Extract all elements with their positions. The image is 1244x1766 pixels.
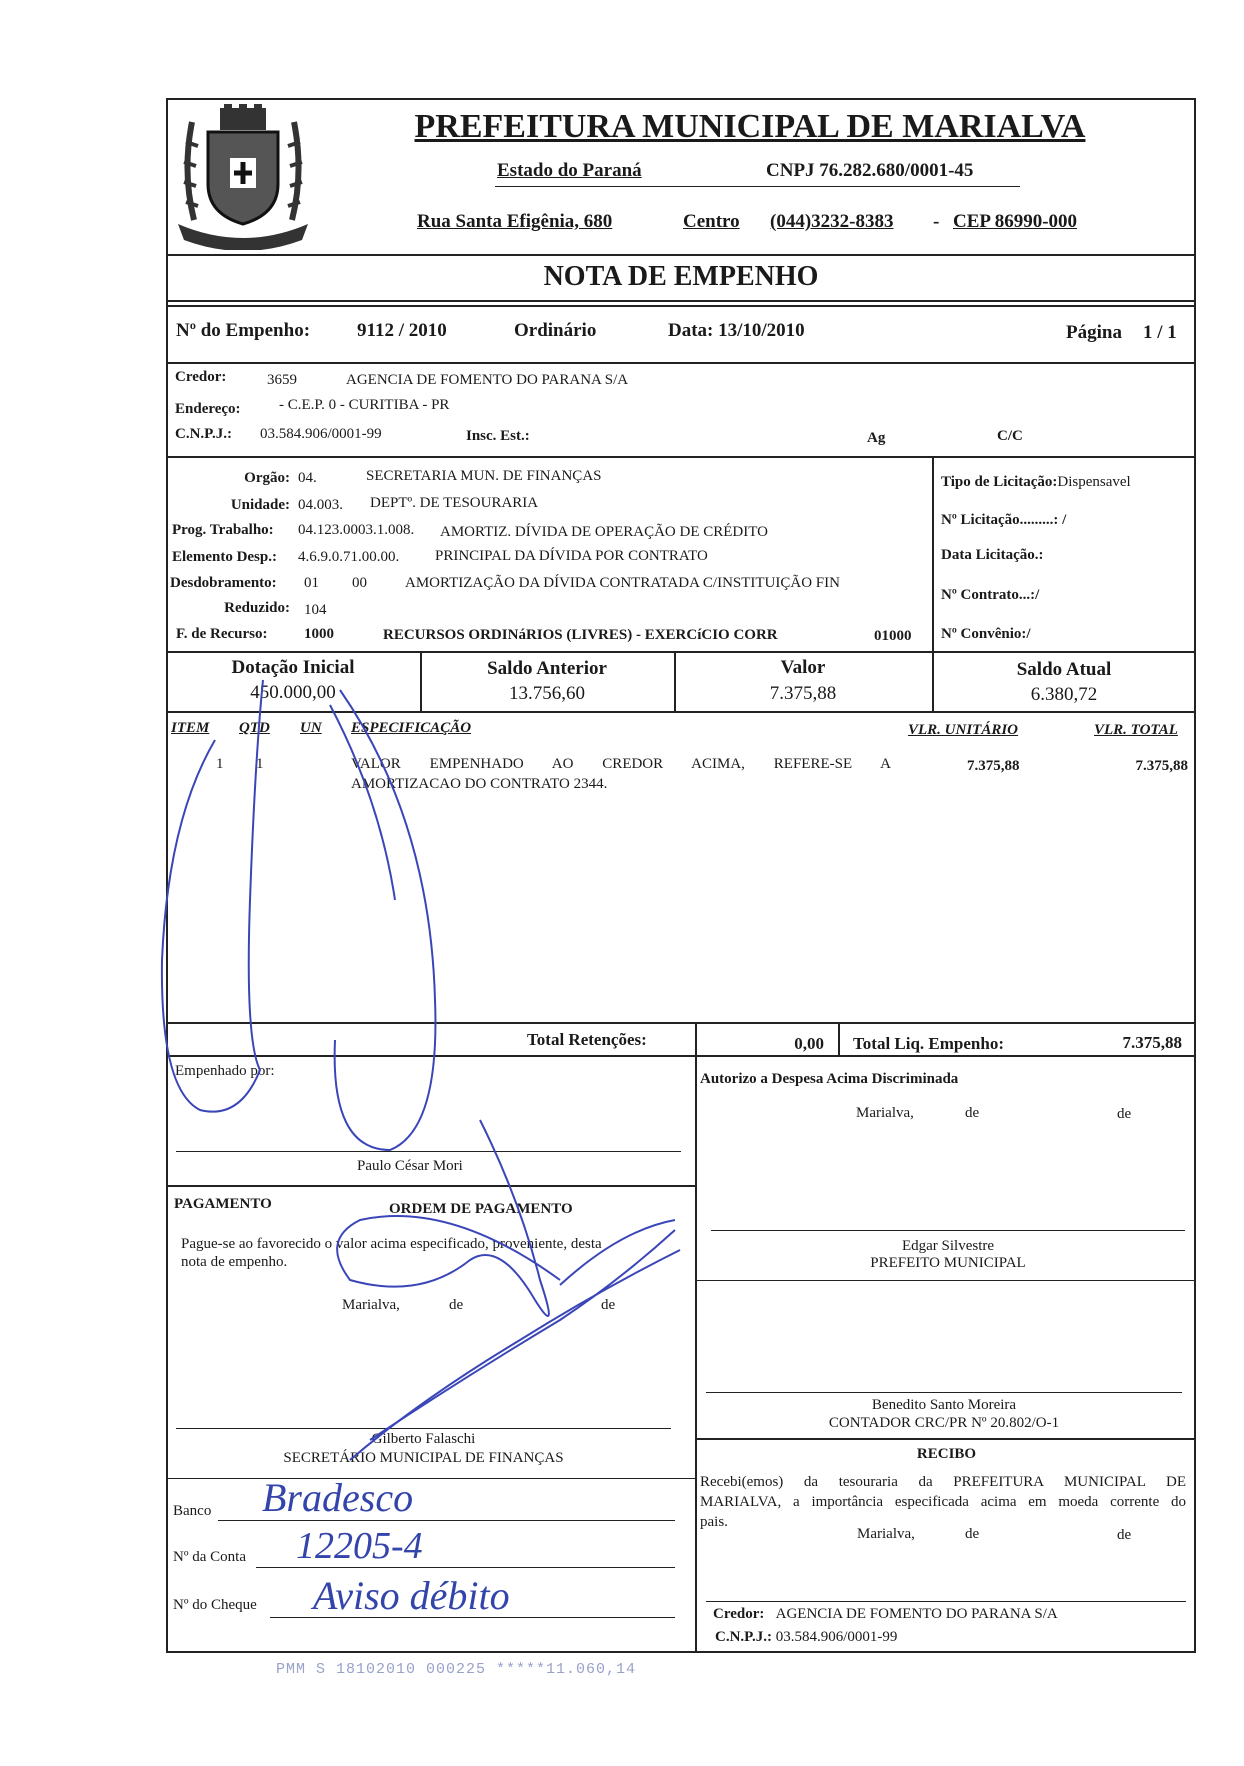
contador-cargo: CONTADOR CRC/PR Nº 20.802/O-1 xyxy=(828,1415,1060,1431)
row-item: 1 xyxy=(216,756,224,772)
prog: AMORTIZ. DÍVIDA DE OPERAÇÃO DE CRÉDITO xyxy=(440,524,768,540)
orgao: SECRETARIA MUN. DE FINANÇAS xyxy=(366,468,602,484)
secretario-nome: Gilberto Falaschi xyxy=(371,1431,476,1447)
fonte-num: 01000 xyxy=(874,628,912,644)
header-cep: CEP 86990-000 xyxy=(953,211,1078,232)
elem-cod: 4.6.9.0.71.00.00. xyxy=(298,549,400,565)
desd-cod2: 00 xyxy=(352,575,367,591)
licitacao-convenio-label: Nº Convênio:/ xyxy=(941,626,1031,642)
banco-label: Banco xyxy=(173,1503,212,1519)
credor-endereco: - C.E.P. 0 - CURITIBA - PR xyxy=(279,397,450,413)
prog-label: Prog. Trabalho: xyxy=(172,522,274,538)
header-endereco: Rua Santa Efigênia, 680 xyxy=(417,211,613,232)
recibo-label: RECIBO xyxy=(916,1446,977,1462)
conta-handwritten: 12205-4 xyxy=(296,1525,423,1567)
pagamento-cidade: Marialva, xyxy=(342,1297,400,1313)
liq-label: Total Liq. Empenho: xyxy=(853,1034,1004,1053)
pagamento-de-2: de xyxy=(601,1297,616,1313)
rule xyxy=(166,254,1196,256)
empenho-label: Nº do Empenho: xyxy=(176,320,311,341)
recibo-credor-label: Credor: xyxy=(713,1606,765,1622)
rule xyxy=(166,456,1196,458)
row-espec-2: AMORTIZACAO DO CONTRATO 2344. xyxy=(351,776,608,792)
rule xyxy=(176,1428,671,1429)
retencoes-value: 0,00 xyxy=(794,1034,824,1053)
autorizo-de-2: de xyxy=(1117,1106,1132,1122)
rule xyxy=(706,1392,1182,1393)
licitacao-num-label: Nº Licitação.........: / xyxy=(941,512,1067,528)
endereco-label: Endereço: xyxy=(175,401,241,417)
unidade: DEPTº. DE TESOURARIA xyxy=(370,495,539,511)
rule xyxy=(695,1280,1196,1281)
row-espec-1: VALOR EMPENHADO AO CREDOR ACIMA, REFERE-SE A xyxy=(351,756,891,772)
dotacao-label: Dotação Inicial xyxy=(231,657,355,678)
unidade-cod: 04.003. xyxy=(298,497,343,513)
red: 104 xyxy=(304,602,327,618)
header-cnpj: CNPJ 76.282.680/0001-45 xyxy=(766,160,974,181)
rule xyxy=(706,1601,1186,1602)
prog-cod: 04.123.0003.1.008. xyxy=(298,522,415,538)
cheque-label: Nº do Cheque xyxy=(173,1597,257,1613)
pagamento-de-1: de xyxy=(449,1297,464,1313)
recibo-credor xyxy=(713,1606,1058,1623)
doc-title: NOTA DE EMPENHO xyxy=(543,261,819,292)
desd: AMORTIZAÇÃO DA DÍVIDA CONTRATADA C/INSTITUIÇÃO FIN xyxy=(405,575,840,591)
rule xyxy=(838,1022,840,1055)
licitacao-data-label: Data Licitação.: xyxy=(941,547,1044,563)
pagamento-texto-2: nota de empenho. xyxy=(181,1254,288,1270)
conta-label: Nº da Conta xyxy=(173,1549,246,1565)
recibo-credor-nome: AGENCIA DE FOMENTO DO PARANA S/A xyxy=(775,1606,1058,1622)
orgao-cod: 04. xyxy=(298,470,317,486)
liq-value: 7.375,88 xyxy=(1122,1033,1182,1052)
fonte-label: F. de Recurso: xyxy=(176,626,268,642)
empenho-data: Data: 13/10/2010 xyxy=(668,320,805,341)
col-vtotal: VLR. TOTAL xyxy=(1094,722,1178,738)
saldo-atual-value: 6.380,72 xyxy=(1030,684,1098,705)
rule xyxy=(166,1478,695,1479)
desd-cod1: 01 xyxy=(304,575,319,591)
footer-stamp: PMM S 18102010 000225 *****11.060,14 xyxy=(276,1661,637,1678)
recibo-cnpj xyxy=(715,1629,897,1646)
rule xyxy=(166,305,1196,307)
rule xyxy=(932,456,934,651)
recibo-texto-2: MARIALVA, a importância especificada acima em moeda corrente do xyxy=(700,1494,1186,1510)
empenho-numero: 9112 / 2010 xyxy=(357,320,447,341)
recibo-texto-3: pais. xyxy=(700,1514,728,1530)
autorizo-label: Autorizo a Despesa Acima Discriminada xyxy=(700,1071,959,1087)
rule xyxy=(176,1151,681,1152)
unidade-label: Unidade: xyxy=(230,497,290,513)
desd-label: Desdobramento: xyxy=(170,575,277,591)
pagina-value: 1 / 1 xyxy=(1143,322,1177,343)
pagamento-label: PAGAMENTO xyxy=(174,1196,272,1212)
empenhado-nome: Paulo César Mori xyxy=(357,1158,463,1174)
cc-label: C/C xyxy=(997,428,1023,444)
rule xyxy=(166,1022,1196,1024)
pagamento-texto-1: Pague-se ao favorecido o valor acima especificado, proveniente, desta xyxy=(181,1236,602,1252)
row-vunit: 7.375,88 xyxy=(967,758,1020,774)
prefeito-cargo: PREFEITO MUNICIPAL xyxy=(870,1255,1026,1271)
dotacao-value: 450.000,00 xyxy=(250,682,336,703)
header-centro: Centro xyxy=(683,211,740,232)
valor-label: Valor xyxy=(780,657,826,678)
recibo-de-2: de xyxy=(1117,1527,1132,1543)
fonte: RECURSOS ORDINáRIOS (LIVRES) - EXERCíCIO CORR xyxy=(383,627,778,643)
recibo-cidade: Marialva, xyxy=(857,1526,915,1542)
rule xyxy=(695,1055,697,1653)
recibo-de-1: de xyxy=(965,1526,980,1542)
ordem-pagamento: ORDEM DE PAGAMENTO xyxy=(389,1201,573,1217)
red-label: Reduzido: xyxy=(224,600,290,616)
autorizo-cidade: Marialva, xyxy=(856,1105,914,1121)
rule xyxy=(166,651,1196,653)
row-vtotal: 7.375,88 xyxy=(1135,758,1188,774)
col-qtd: QTD xyxy=(239,720,270,736)
rule xyxy=(166,1185,695,1187)
pagina-label: Página xyxy=(1066,322,1122,343)
header-sep: - xyxy=(933,211,940,232)
recibo-texto-1: Recebi(emos) da tesouraria da PREFEITURA MUNICIPAL DE xyxy=(700,1474,1186,1490)
header-underline-estado xyxy=(495,186,1020,187)
col-item: ITEM xyxy=(171,720,210,736)
insc-label: Insc. Est.: xyxy=(466,428,530,444)
prefeito-nome: Edgar Silvestre xyxy=(901,1238,995,1254)
empenho-tipo: Ordinário xyxy=(514,320,597,341)
licitacao-contrato-label: Nº Contrato...:/ xyxy=(941,587,1040,603)
ag-label: Ag xyxy=(867,430,886,446)
banco-handwritten: Bradesco xyxy=(262,1475,414,1520)
retencoes-label: Total Retenções: xyxy=(527,1030,647,1049)
cheque-handwritten: Aviso débito xyxy=(313,1573,510,1618)
elem-label: Elemento Desp.: xyxy=(172,549,277,565)
row-qtd: 1 xyxy=(256,756,264,772)
credor-label: Credor: xyxy=(175,369,227,385)
rule xyxy=(711,1230,1185,1231)
rule xyxy=(695,1438,1196,1440)
col-vunit: VLR. UNITÁRIO xyxy=(908,722,1019,738)
saldo-anterior-value: 13.756,60 xyxy=(509,683,585,704)
cnpj-label: C.N.P.J.: xyxy=(175,426,232,442)
recibo-cnpj-value: 03.584.906/0001-99 xyxy=(775,1629,898,1645)
credor-nome: AGENCIA DE FOMENTO DO PARANA S/A xyxy=(346,372,629,388)
fonte-cod: 1000 xyxy=(304,626,334,642)
coat-of-arms-icon xyxy=(172,102,314,250)
licitacao-tipo: Dispensavel xyxy=(1057,474,1131,490)
saldo-atual-label: Saldo Atual xyxy=(1016,659,1112,680)
credor-cnpj: 03.584.906/0001-99 xyxy=(260,426,382,442)
elem: PRINCIPAL DA DÍVIDA POR CONTRATO xyxy=(435,548,708,564)
rule xyxy=(166,300,1196,302)
empenhado-label: Empenhado por: xyxy=(175,1063,275,1079)
header-estado: Estado do Paraná xyxy=(497,160,642,181)
rule xyxy=(166,362,1196,364)
rule xyxy=(166,1055,1196,1057)
valor-value: 7.375,88 xyxy=(769,683,837,704)
recibo-cnpj-label: C.N.P.J.: xyxy=(715,1629,772,1645)
col-un: UN xyxy=(300,720,322,736)
header-telefone: (044)3232-8383 xyxy=(770,211,894,232)
licitacao-tipo-label: Tipo de Licitação:Dispensavel xyxy=(941,474,1131,490)
col-espec: ESPECIFICAÇÃO xyxy=(351,720,472,736)
credor-codigo: 3659 xyxy=(267,372,297,388)
rule xyxy=(166,711,1196,713)
contador-nome: Benedito Santo Moreira xyxy=(871,1397,1017,1413)
autorizo-de-1: de xyxy=(965,1105,980,1121)
orgao-label: Orgão: xyxy=(244,470,290,486)
secretario-cargo: SECRETÁRIO MUNICIPAL DE FINANÇAS xyxy=(283,1450,564,1466)
rule xyxy=(695,1022,697,1055)
saldo-anterior-label: Saldo Anterior xyxy=(487,658,607,679)
page-title: PREFEITURA MUNICIPAL DE MARIALVA xyxy=(414,108,1086,145)
